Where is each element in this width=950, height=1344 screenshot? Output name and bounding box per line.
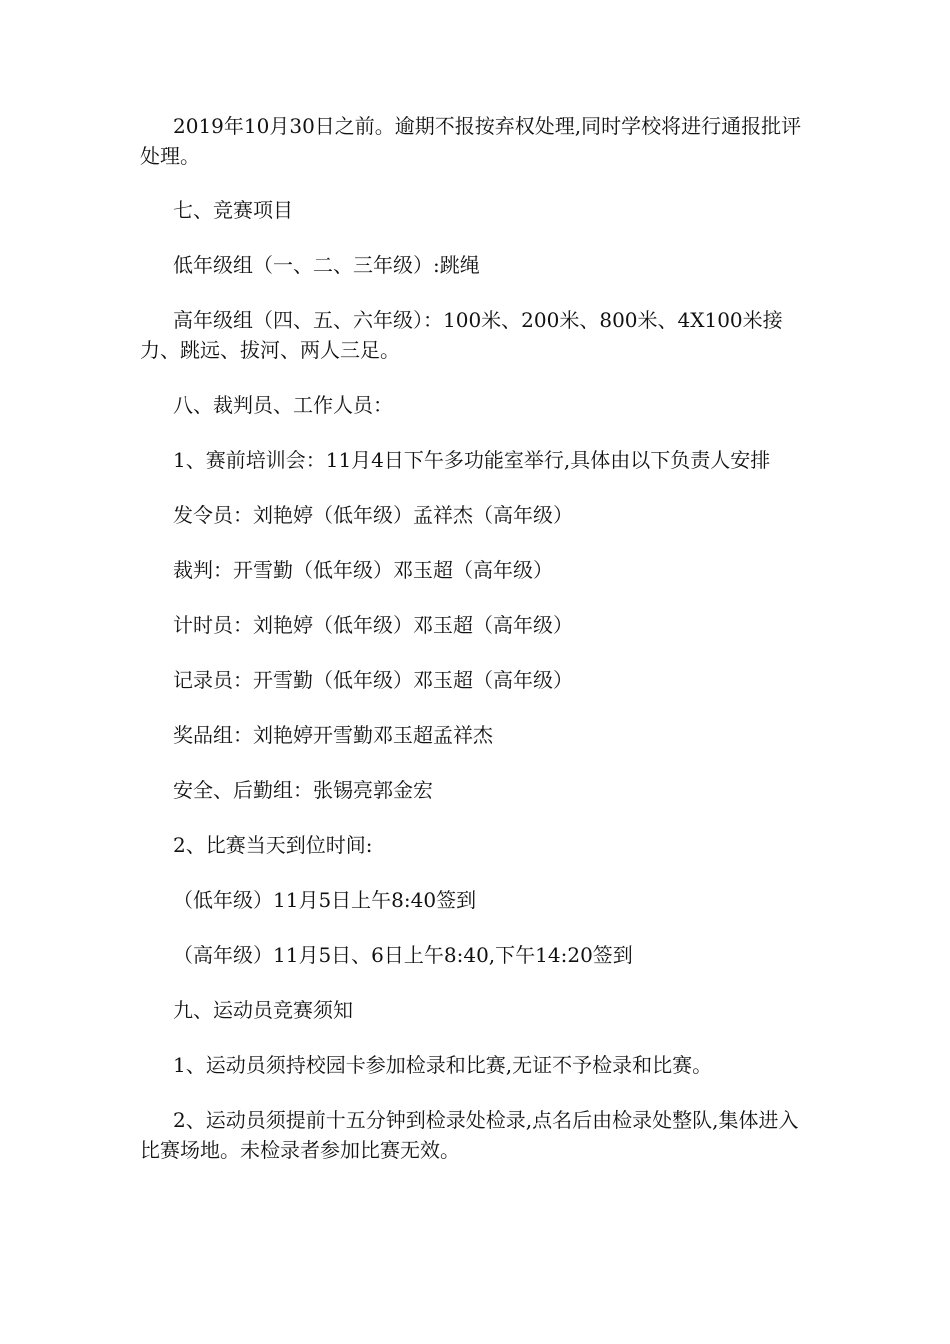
paragraph-registration-deadline: 2019年10月30日之前。逾期不报按弃权处理,同时学校将进行通报批评处理。: [140, 114, 802, 168]
paragraph-training-meeting: 1、赛前培训会：11月4日下午多功能室举行,具体由以下负责人安排: [173, 448, 771, 472]
paragraph-rule-1: 1、运动员须持校园卡参加检录和比赛,无证不予检录和比赛。: [173, 1053, 713, 1077]
paragraph-rule-2: 2、运动员须提前十五分钟到检录处检录,点名后由检录处整队,集体进入比赛场地。未检录者参加比赛无效。: [140, 1108, 799, 1162]
paragraph-recorder: 记录员：开雪勤（低年级）邓玉超（高年级）: [173, 668, 573, 692]
paragraph-upper-grade-events: 高年级组（四、五、六年级）：100米、200米、800米、4X100米接力、跳远、拔河、两人三足。: [140, 308, 783, 362]
paragraph-arrival-time: 2、比赛当天到位时间:: [173, 833, 373, 857]
paragraph-upper-grade-checkin: （高年级）11月5日、6日上午8:40,下午14:20签到: [173, 943, 633, 967]
heading-referees-staff: 八、裁判员、工作人员：: [173, 393, 393, 417]
paragraph-lower-grade-checkin: （低年级）11月5日上午8:40签到: [173, 888, 477, 912]
paragraph-starter: 发令员：刘艳婷（低年级）孟祥杰（高年级）: [173, 503, 573, 527]
paragraph-referee: 裁判：开雪勤（低年级）邓玉超（高年级）: [173, 558, 553, 582]
document-body: [140, 111, 802, 1190]
heading-athlete-rules: 九、运动员竞赛须知: [173, 998, 353, 1022]
heading-competition-events: 七、竞赛项目: [173, 198, 293, 222]
paragraph-safety-logistics: 安全、后勤组：张锡亮郭金宏: [173, 778, 433, 802]
paragraph-prize-group: 奖品组：刘艳婷开雪勤邓玉超孟祥杰: [173, 723, 493, 747]
paragraph-timekeeper: 计时员：刘艳婷（低年级）邓玉超（高年级）: [173, 613, 573, 637]
paragraph-lower-grade-events: 低年级组（一、二、三年级）:跳绳: [173, 253, 480, 277]
